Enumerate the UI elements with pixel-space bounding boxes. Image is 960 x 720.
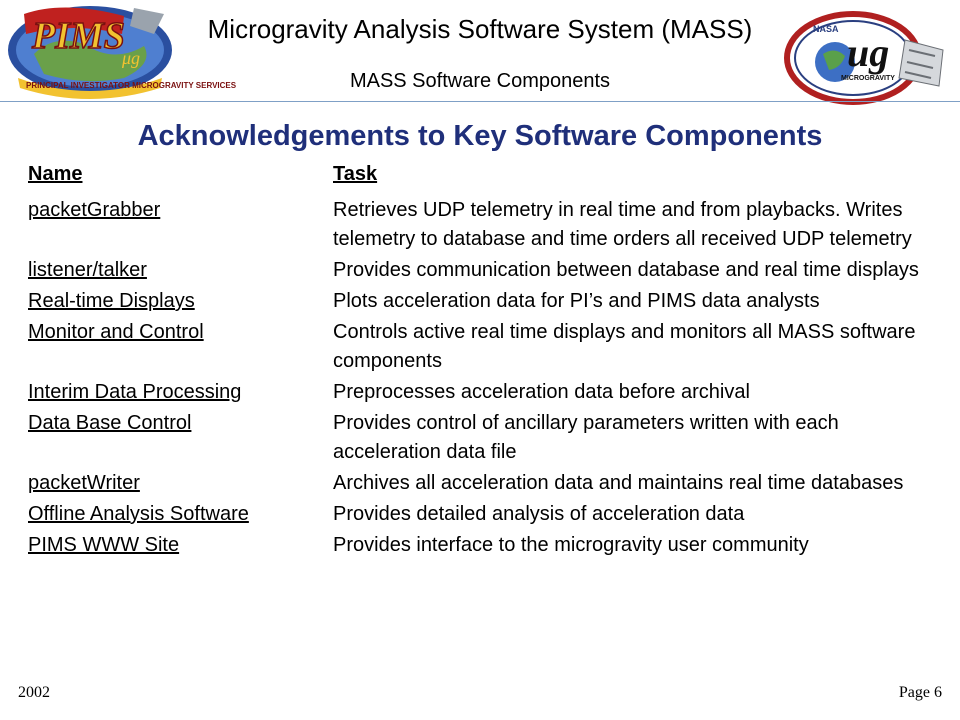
components-table (28, 160, 928, 562)
component-task: Provides communication between database and real time displays (333, 259, 919, 281)
pims-logo-icon (4, 4, 237, 102)
component-task: Preprocesses acceleration data before archival (333, 381, 750, 403)
svg-text:NASA: NASA (813, 24, 839, 34)
component-task: Controls active real time displays and monitors all MASS software components (333, 321, 916, 372)
svg-text:MICROGRAVITY: MICROGRAVITY (841, 75, 895, 82)
table-row (28, 256, 928, 285)
footer-page-number: Page 6 (898, 684, 942, 701)
table-row (28, 287, 928, 316)
table-header-row (28, 160, 928, 189)
page-title: Acknowledgements to Key Software Components (137, 120, 823, 152)
table-row (28, 469, 928, 498)
svg-text:PIMS: PIMS (32, 15, 125, 57)
component-name-link[interactable]: Offline Analysis Software (28, 503, 249, 525)
component-task: Provides interface to the microgravity user community (333, 534, 809, 556)
component-name-link[interactable]: Real-time Displays (28, 290, 195, 312)
svg-text:ug: ug (847, 30, 890, 75)
header-subtitle: MASS Software Components (349, 70, 611, 92)
component-task: Provides control of ancillary parameters written with each acceleration data file (333, 412, 839, 463)
column-header-name: Name (28, 163, 83, 185)
table-row (28, 318, 928, 376)
table-row (28, 196, 928, 254)
table-row (28, 378, 928, 407)
footer-year: 2002 (18, 684, 50, 701)
nasa-microgravity-logo-icon (783, 10, 953, 106)
component-name-link[interactable]: PIMS WWW Site (28, 534, 180, 556)
header-divider (0, 101, 960, 102)
table-row (28, 500, 928, 529)
table-row (28, 409, 928, 467)
component-name-link[interactable]: listener/talker (28, 259, 147, 281)
component-task: Archives all acceleration data and maintains real time databases (333, 472, 904, 494)
component-name-link[interactable]: Data Base Control (28, 412, 192, 434)
column-header-task: Task (333, 163, 378, 185)
svg-text:μg: μg (122, 48, 141, 68)
component-name-link[interactable]: Monitor and Control (28, 321, 204, 343)
component-name-link[interactable]: packetWriter (28, 472, 140, 494)
component-name-link[interactable]: Interim Data Processing (28, 381, 242, 403)
component-name-link[interactable]: packetGrabber (28, 199, 161, 221)
component-task: Plots acceleration data for PI’s and PIMS data analysts (333, 290, 820, 312)
header-title: Microgravity Analysis Software System (MASS) (207, 14, 753, 44)
component-task: Provides detailed analysis of acceleration data (333, 503, 745, 525)
svg-text:PRINCIPAL INVESTIGATOR MICROGR: PRINCIPAL INVESTIGATOR MICROGRAVITY SERVICES (26, 81, 237, 90)
component-task: Retrieves UDP telemetry in real time and from playbacks. Writes telemetry to database and time orders all received UDP telemetry (333, 199, 912, 250)
table-row (28, 531, 928, 560)
